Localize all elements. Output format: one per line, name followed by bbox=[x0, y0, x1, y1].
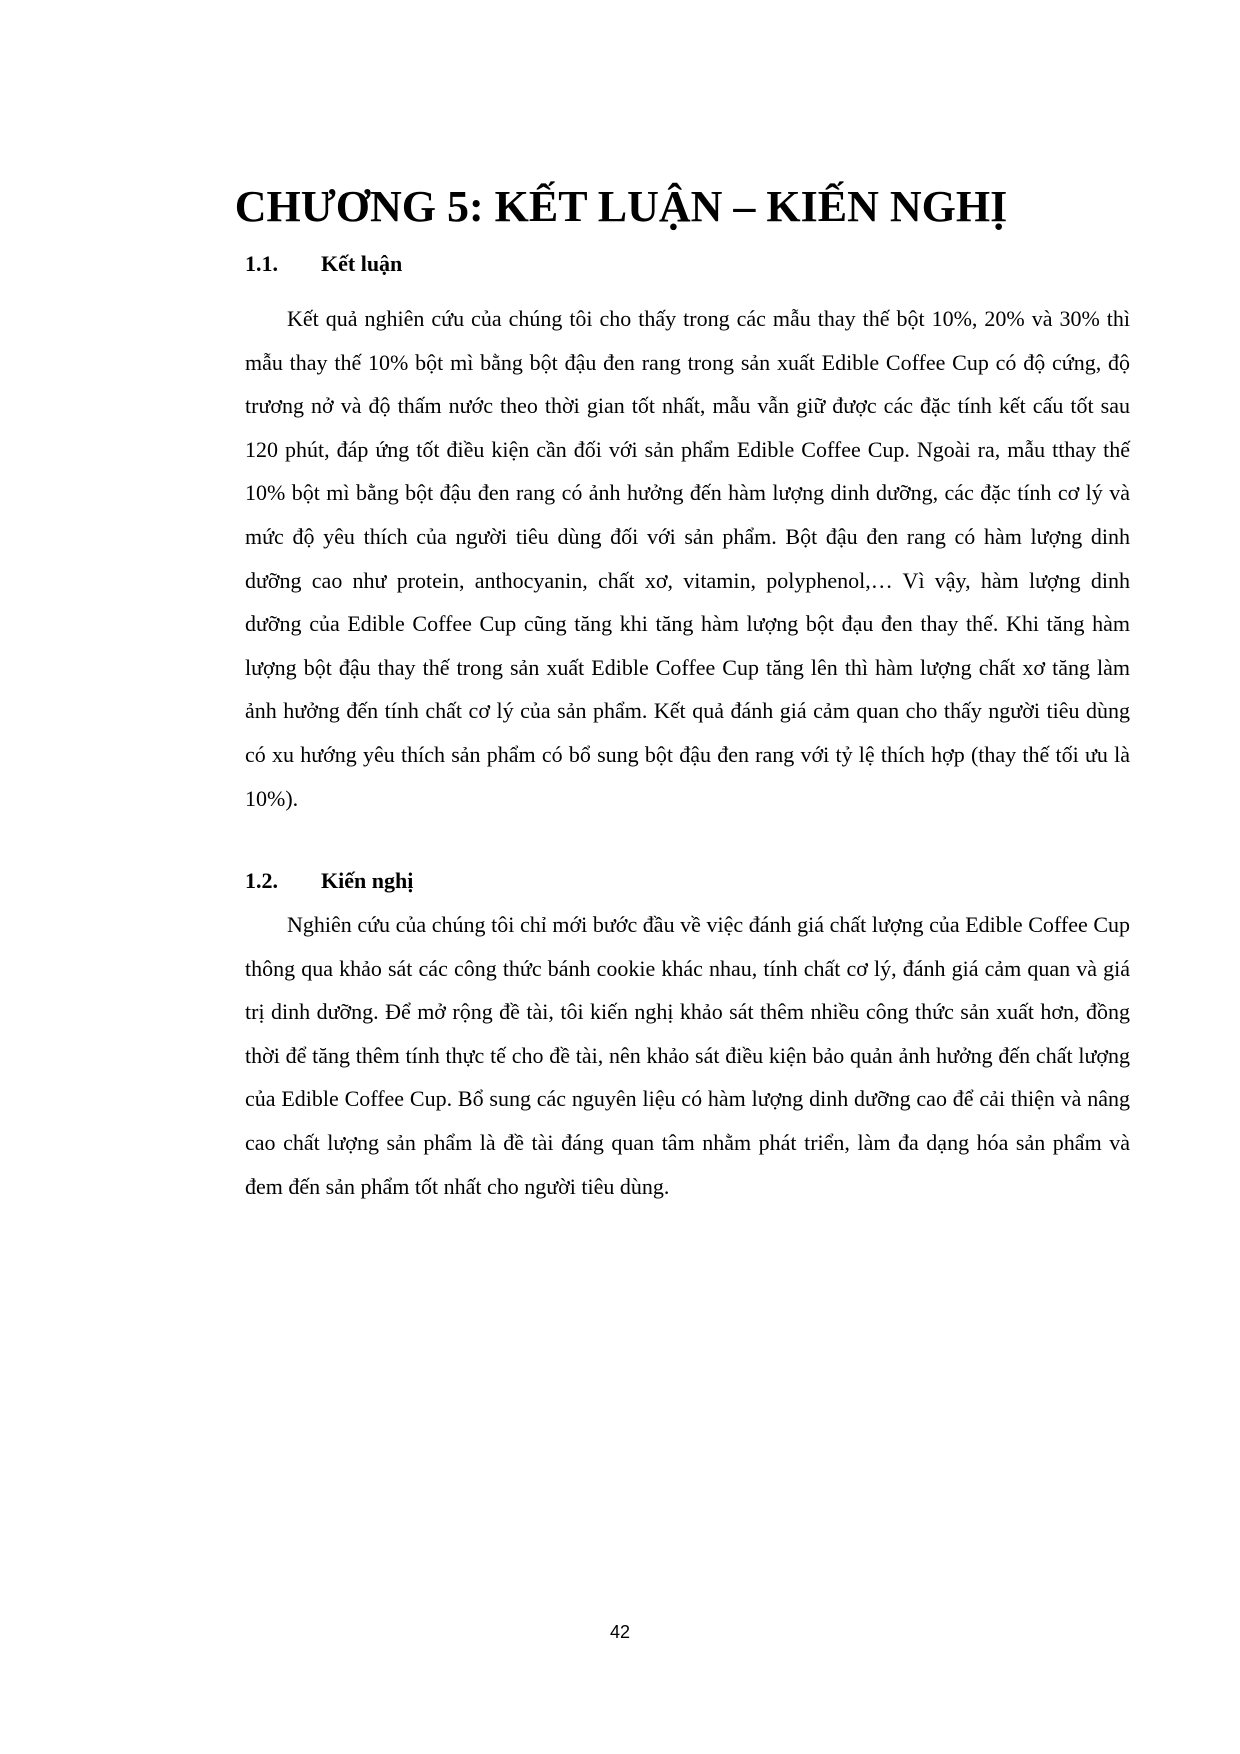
section-heading-recommendation bbox=[245, 866, 413, 896]
section-title: Kết luận bbox=[321, 251, 403, 276]
section-number: 1.2. bbox=[245, 868, 278, 893]
section-heading-conclusion bbox=[245, 249, 402, 279]
section-number: 1.1. bbox=[245, 251, 278, 276]
chapter-title: CHƯƠNG 5: KẾT LUẬN – KIẾN NGHỊ bbox=[234, 182, 1008, 231]
recommendation-paragraph: Nghiên cứu của chúng tôi chỉ mới bước đầu về việc đánh giá chất lượng của Edible Coffee Cup thông qua khảo sát các công thức bánh cookie khác nhau, tính chất cơ lý, đánh giá cảm quan và giá trị dinh dưỡng. Để mở rộng đề tài, tôi kiến nghị khảo sát thêm nhiều công thức sản xuất hơn, đồng thời để tăng thêm tính thực tế cho đề tài, nên khảo sát điều kiện bảo quản ảnh hưởng đến chất lượng của Edible Coffee Cup. Bổ sung các nguyên liệu có hàm lượng dinh dưỡng cao để cải thiện và nâng cao chất lượng sản phẩm là đề tài đáng quan tâm nhằm phát triển, làm đa dạng hóa sản phẩm và đem đến sản phẩm tốt nhất cho người tiêu dùng. bbox=[245, 912, 1130, 1199]
section-title: Kiến nghị bbox=[321, 868, 414, 893]
page-number: 42 bbox=[609, 1622, 631, 1642]
conclusion-paragraph: Kết quả nghiên cứu của chúng tôi cho thấy trong các mẫu thay thế bột 10%, 20% và 30% thì mẫu thay thế 10% bột mì bằng bột đậu đen rang trong sản xuất Edible Coffee Cup có độ cứng, độ trương nở và độ thấm nước theo thời gian tốt nhất, mẫu vẫn giữ được các đặc tính kết cấu tốt sau 120 phút, đáp ứng tốt điều kiện cần đối với sản phẩm Edible Coffee Cup. Ngoài ra, mẫu tthay thế 10% bột mì bằng bột đậu đen rang có ảnh hưởng đến hàm lượng dinh dưỡng, các đặc tính cơ lý và mức độ yêu thích của người tiêu dùng đối với sản phẩm. Bột đậu đen rang có hàm lượng dinh dưỡng cao như protein, anthocyanin, chất xơ, vitamin, polyphenol,… Vì vậy, hàm lượng dinh dưỡng của Edible Coffee Cup cũng tăng khi tăng hàm lượng bột đạu đen thay thế. Khi tăng hàm lượng bột đậu thay thế trong sản xuất Edible Coffee Cup tăng lên thì hàm lượng chất xơ tăng làm ảnh hưởng đến tính chất cơ lý của sản phẩm. Kết quả đánh giá cảm quan cho thấy người tiêu dùng có xu hướng yêu thích sản phẩm có bổ sung bột đậu đen rang với tỷ lệ thích hợp (thay thế tối ưu là 10%). bbox=[245, 306, 1130, 811]
